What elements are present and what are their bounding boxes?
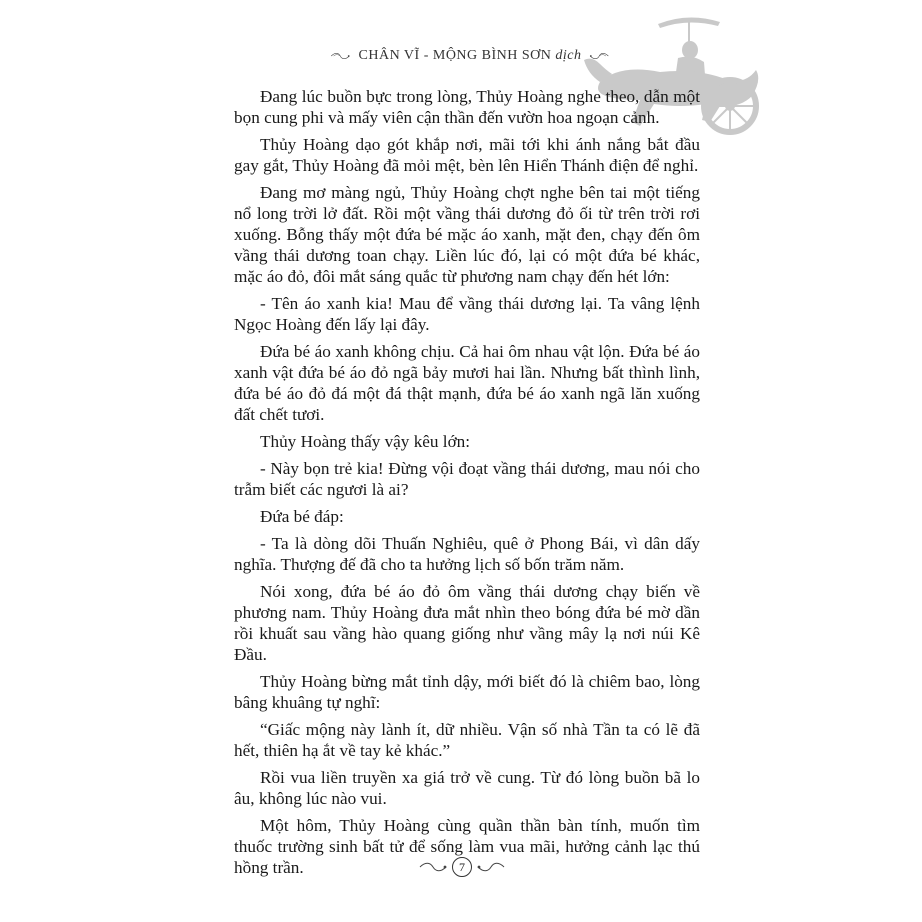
paragraph: Một hôm, Thủy Hoàng cùng quần thần bàn tính, muốn tìm thuốc trường sinh bất tử để sống làm vua mãi, hưởng cảnh lạc thú hồng trần. bbox=[234, 816, 700, 877]
paragraph: - Này bọn trẻ kia! Đừng vội đoạt vầng thái dương, mau nói cho trẫm biết các ngươi là ai? bbox=[234, 459, 700, 499]
paragraph: Đang lúc buồn bực trong lòng, Thủy Hoàng nghe theo, dẫn một bọn cung phi và mấy viên cận thần đến vườn hoa ngoạn cảnh. bbox=[234, 87, 700, 127]
body-text bbox=[234, 86, 700, 884]
paragraph: Thủy Hoàng dạo gót khắp nơi, mãi tới khi ánh nắng bắt đầu gay gắt, Thủy Hoàng đã mỏi mệt, bèn lên Hiển Thánh điện để nghỉ. bbox=[234, 135, 700, 175]
page-footer bbox=[400, 854, 524, 880]
paragraph: Đang mơ màng ngủ, Thủy Hoàng chợt nghe bên tai một tiếng nổ long trời lở đất. Rồi một vầng thái dương đỏ ối từ trên trời rơi xuống. Bỗng thấy một đứa bé mặc áo xanh, mặt đen, chạy đến ôm vầng thái dương toan chạy. Liền lúc đó, lại có một đứa bé khác, mặc áo đỏ, đôi mắt sáng quắc từ phương nam chạy đến hét lớn: bbox=[234, 183, 700, 286]
paragraph: “Giấc mộng này lành ít, dữ nhiều. Vận số nhà Tần ta có lẽ đã hết, thiên hạ ắt về tay kẻ khác.” bbox=[234, 720, 700, 760]
header-title: CHÂN VĨ - MỘNG BÌNH SƠN dịch bbox=[358, 48, 582, 63]
paragraph: Nói xong, đứa bé áo đỏ ôm vầng thái dương chạy biến về phương nam. Thủy Hoàng đưa mắt nhìn theo bóng đứa bé mờ dần rồi khuất sau vầng hào quang giống như vầng mây lạ nơi núi Kê Đầu. bbox=[234, 582, 700, 664]
flourish-right-icon bbox=[476, 861, 506, 873]
flourish-left-icon bbox=[418, 861, 448, 873]
paragraph: - Ta là dòng dõi Thuấn Nghiêu, quê ở Phong Bái, vì dân dấy nghĩa. Thượng đế đã cho ta hưởng lịch số bốn trăm năm. bbox=[234, 534, 700, 574]
paragraph: Thủy Hoàng bừng mắt tỉnh dậy, mới biết đó là chiêm bao, lòng bâng khuâng tự nghĩ: bbox=[234, 672, 700, 712]
paragraph: Đứa bé đáp: bbox=[260, 507, 344, 526]
paragraph: - Tên áo xanh kia! Mau để vầng thái dương lại. Ta vâng lệnh Ngọc Hoàng đến lấy lại đây. bbox=[234, 294, 700, 334]
paragraph: Đứa bé áo xanh không chịu. Cả hai ôm nhau vật lộn. Đứa bé áo xanh vật đứa bé áo đỏ ngã bảy mươi hai lần. Nhưng bất thình lình, đứa bé áo đỏ đá một đá thật mạnh, đứa bé áo xanh ngã lăn xuống đất chết tươi. bbox=[234, 342, 700, 424]
paragraph: Rồi vua liền truyền xa giá trở về cung. Từ đó lòng buồn bã lo âu, không lúc nào vui. bbox=[234, 768, 700, 808]
page-number: 7 bbox=[452, 857, 472, 877]
paragraph: Thủy Hoàng thấy vậy kêu lớn: bbox=[260, 432, 471, 451]
flourish-left-icon bbox=[330, 49, 351, 63]
running-header bbox=[330, 44, 610, 68]
header-suffix: dịch bbox=[555, 48, 582, 63]
